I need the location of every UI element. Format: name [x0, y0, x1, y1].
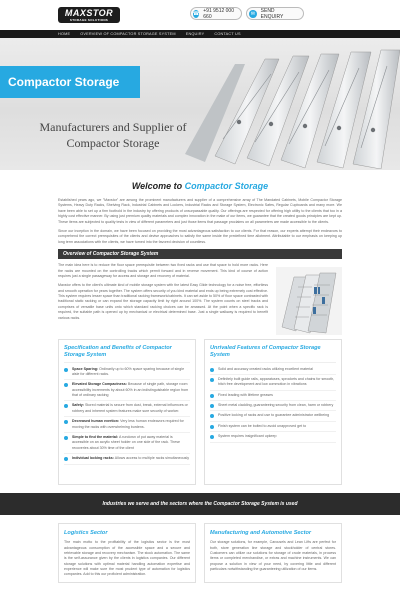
send-enquiry-button[interactable]: [246, 7, 304, 20]
list-item: [64, 382, 190, 401]
hero-banner: [0, 38, 400, 170]
nav-item-home[interactable]: HOME: [58, 32, 71, 36]
bullet-icon: [64, 436, 68, 440]
list-item: [64, 435, 190, 454]
bullet-icon: [64, 368, 68, 372]
list-item: [64, 367, 190, 381]
welcome-paragraph-1: Established years ago, we "Maxstor" are among the prominent manufacturers and supplier of a comprehensive array of The Mandated Cabinets, Mobile Compactor Storage Systems, Heavy Duty Racks, Shelving Rack, Industrial Cabinets and Lockers, Industrial Racks and Storage System, Electronic Safes, Regular Cupboards and many more. We have been able to set up a firm foothold in the industry by offering products of unsurpassable quality. Our offerings are respected for offering high utility to the clients that too in a highly cost effective manner. By using just premium quality materials and complex innovation in the make of our items, we guarantee that the created goods principles are kept up. These items are subjected to quality tests in view of different parameters and just those items that passage proclaims on all parameters are made accessible to the clients.: [58, 198, 342, 224]
unrivaled-features-panel: [204, 339, 342, 485]
unrivaled-title: Unrivaled Features of Compactor Storage System: [210, 345, 336, 362]
hero-subtitle-line2: Compactor Storage: [66, 135, 160, 150]
bullet-icon: [210, 425, 214, 429]
welcome-title-prefix: Welcome to: [131, 181, 185, 191]
bullet-icon: [210, 404, 214, 408]
overview-heading: Overview of Compactor Storage System: [58, 249, 342, 259]
overview-paragraph-2: Maxstor offers to the client's ultimate kind of mobile storage system with the latest Easy Glide technology for a noise free, effortless and smooth operation for years together. The system offers security of you kind material and ends up being extremely cost effective. This system requires lesser space than traditional racking framework/cabinets. It can set aside to 50% of floor space contrasted with traditional static racking or can expand the storage capacity limit by right around 100%. The system counts on steel tracks and comprises of versatile base units onto which standard racking choices can be amassed. At the point when a specific rack is required, the suitable path is opened up by mechanical or electrical determined base. Just a single walkway is required to benefit various racks.: [58, 283, 268, 320]
manufacturing-sector-card: [204, 523, 342, 583]
nav-item-overview[interactable]: OVERVIEW OF COMPACTOR STORAGE SYSTEM: [80, 32, 176, 36]
unrivaled-list: [210, 367, 336, 443]
item-text: Positive locking of racks and use to guarantee administrator wellbeing: [218, 413, 330, 418]
compactor-unit-image: [276, 267, 342, 335]
nav-item-enquiry[interactable]: ENQUIRY: [185, 32, 205, 36]
bullet-icon: [64, 457, 68, 461]
sector-title: Manufacturing and Automotive Sector: [210, 530, 312, 537]
nav-item-contact[interactable]: CONTACT US: [214, 32, 241, 36]
item-text: Sheet metal cladding, guaranteeing security from clean, harm or robbery: [218, 403, 334, 408]
bullet-icon: [210, 378, 214, 382]
logo-tagline: STORAGE SOLUTIONS: [69, 17, 109, 22]
list-item: [64, 403, 190, 417]
item-text: A rundown of put away material is accessible on an acrylic sheet holder on one side of the rack. These recoveries about 30% time of the client: [72, 435, 181, 450]
item-text: Allows access to multiple racks simultaneously: [113, 456, 190, 461]
bullet-icon: [210, 414, 214, 418]
bullet-icon: [64, 404, 68, 408]
item-label: Individual locking racks:: [72, 456, 114, 461]
welcome-title: [58, 181, 342, 191]
item-text: Fixed leading with lifetime greases: [218, 392, 273, 397]
bullet-icon: [64, 420, 68, 424]
phone-icon: ☎: [193, 10, 200, 17]
specifications-panel: [58, 339, 196, 485]
welcome-paragraph-2: Since our inception in the domain, we have been focused on providing the most advantageous satisfaction to our clients. For that reason, our experts attempt their endeavors to comprehend the correct prerequisites of the clients and devise approaches to satisfy the same inside the predefined time allotment. Attributable to our emphasis on keeping up long term associations with the clients, we have turned into the favored decision of countless.: [58, 228, 342, 244]
item-text: Definitely built guide rails, apparatuses, sprockets and chains for smooth, hitch free development and low commotion in vibrations: [218, 376, 335, 387]
mail-icon: ✉: [250, 10, 255, 17]
list-item: [210, 403, 336, 411]
overview-text: [58, 263, 268, 335]
list-item: [210, 393, 336, 401]
item-text: Because of single path, storage room accessibility increments by about 60% in an indistinguishable region from that of ordinary racking: [72, 382, 189, 398]
sector-title: Logistics Sector: [64, 530, 108, 537]
item-text: Ordinarily up to 60% space sparing because of single aisle for different racks.: [72, 366, 185, 376]
list-item: [210, 367, 336, 375]
item-text: System requires insignificant upkeep: [218, 434, 277, 439]
bullet-icon: [210, 394, 214, 398]
compactor-shelves-image: [175, 44, 400, 169]
item-text: Very less human endeavors required for moving the racks with overwhelming burdens.: [72, 419, 184, 429]
header-contact: [190, 7, 304, 20]
item-label: Safety:: [72, 403, 84, 408]
overview-paragraph-1: The main idea here is to reduce the floor space prerequisite between two fixed racks and use that space to hold more racks. Here the racks are mounted on the controlling tracks which permit forward and in reverse movement. This kind of course of action requires just a single passageway for access and storage and recovery of material.: [58, 263, 268, 278]
item-label: Decreased human exertion:: [72, 419, 120, 424]
phone-number: +91 9512 000 660: [203, 7, 234, 20]
item-label: Simple to find the material:: [72, 435, 119, 440]
item-text: Stored material is secure from dust, break, external influences or robbery and inherent system features make sure security of worker.: [72, 403, 188, 413]
hero-subtitle: [38, 120, 188, 151]
hero-subtitle-line1: Manufacturers and Supplier of: [39, 120, 187, 134]
item-label: Space Sparing:: [72, 366, 99, 371]
features-section: [0, 335, 400, 485]
bullet-icon: [64, 383, 68, 387]
sector-text: The main motto to the profitability of the logistics sector is the most advantageous consumption of the accessible space and a secure and retrievable storage and recovery mechanism. The stock automation. The same is the self-assurance given by the clients in logistics companies. Our different storage solutions with optimal material handling automation expertise and experience will make sure the most prudent type of automation for logistics companies. Add to this our proficient administration.: [64, 540, 190, 577]
welcome-title-highlight: Compactor Storage: [184, 181, 269, 191]
list-item: [210, 424, 336, 432]
sector-text: Our storage solutions, for example, Carousels and Lean Lifts are perfect for both, store generation line storage and stockholder of central stores. Customers can utilize our solutions for storage of crude materials, in process items or completed merchandise, or extras and machine instruments. We can propose a solution in view of your need, by covering little and different particulars notwithstanding the guaranteeing utilization of our items.: [210, 540, 336, 572]
item-label: Elevated Storage Compactness:: [72, 382, 127, 387]
list-item: [210, 413, 336, 421]
site-header: [0, 0, 400, 30]
specifications-title: Specification and Benefits of Compactor Storage System: [64, 345, 190, 362]
main-nav: [0, 30, 400, 38]
logo-text: MAXSTOR: [64, 7, 114, 18]
overview-section: [0, 263, 400, 335]
bullet-icon: [210, 368, 214, 372]
item-text: Solid and accuracy created racks utilizing excellent material: [218, 366, 313, 371]
send-enquiry-label: SEND ENQUIRY: [260, 7, 284, 20]
list-item: [64, 419, 190, 433]
industries-section: [0, 515, 400, 583]
industries-heading: Industries we serve and the sectors where the Compactor Storage System is used: [0, 493, 400, 515]
logo[interactable]: [58, 7, 120, 23]
item-text: Finish system can be bolted to avoid unapproved get to: [218, 423, 307, 428]
specifications-list: [64, 367, 190, 465]
logistics-sector-card: [58, 523, 196, 583]
list-item: [210, 377, 336, 391]
welcome-section: [0, 170, 400, 245]
list-item: [210, 434, 336, 442]
phone-pill[interactable]: [190, 7, 242, 20]
hero-title: Compactor Storage: [0, 66, 140, 98]
list-item: [64, 456, 190, 464]
bullet-icon: [210, 435, 214, 439]
